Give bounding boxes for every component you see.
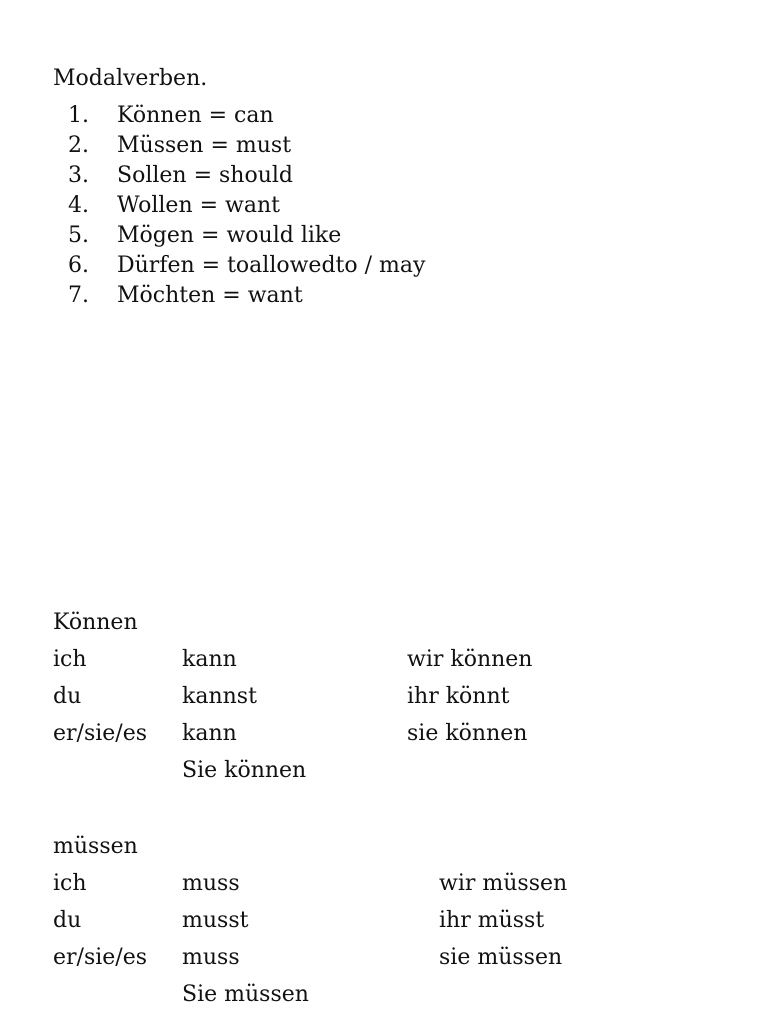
- conjugation-row: [53, 678, 693, 715]
- conjugation-row: [53, 715, 693, 752]
- list-number: 2.: [68, 133, 89, 158]
- document-title: Modalverben.: [53, 66, 208, 91]
- conjugation-row: [53, 976, 693, 1013]
- singular-form: muss: [182, 945, 240, 970]
- conjugation-row: [53, 902, 693, 939]
- conjugation-row: [53, 752, 693, 789]
- singular-form: muss: [182, 871, 240, 896]
- conjugation-heading: Können: [53, 610, 138, 635]
- conjugation-row: [53, 939, 693, 976]
- list-text: Mögen = would like: [117, 223, 342, 248]
- conjugation-table-koennen: [53, 604, 693, 789]
- plural-form: sie müssen: [439, 945, 563, 970]
- pronoun: ich: [53, 647, 87, 672]
- conjugation-heading: müssen: [53, 834, 138, 859]
- list-number: 1.: [68, 103, 89, 128]
- list-text: Können = can: [117, 103, 274, 128]
- pronoun: du: [53, 684, 82, 709]
- singular-form: kannst: [182, 684, 257, 709]
- plural-form: ihr könnt: [407, 684, 510, 709]
- conjugation-row: [53, 641, 693, 678]
- list-text: Möchten = want: [117, 283, 303, 308]
- list-text: Wollen = want: [117, 193, 281, 218]
- list-text: Dürfen = toallowedto / may: [117, 253, 426, 278]
- pronoun: er/sie/es: [53, 721, 148, 746]
- list-number: 7.: [68, 283, 89, 308]
- formal-form: Sie müssen: [182, 982, 309, 1007]
- singular-form: kann: [182, 647, 237, 672]
- pronoun: du: [53, 908, 82, 933]
- singular-form: musst: [182, 908, 249, 933]
- plural-form: sie können: [407, 721, 528, 746]
- list-number: 5.: [68, 223, 89, 248]
- list-number: 3.: [68, 163, 89, 188]
- pronoun: ich: [53, 871, 87, 896]
- formal-form: Sie können: [182, 758, 307, 783]
- conjugation-row: [53, 865, 693, 902]
- singular-form: kann: [182, 721, 237, 746]
- conjugation-table-muessen: [53, 828, 693, 1013]
- list-number: 6.: [68, 253, 89, 278]
- list-text: Müssen = must: [117, 133, 292, 158]
- plural-form: ihr müsst: [439, 908, 545, 933]
- list-number: 4.: [68, 193, 89, 218]
- list-text: Sollen = should: [117, 163, 293, 188]
- plural-form: wir können: [407, 647, 533, 672]
- plural-form: wir müssen: [439, 871, 568, 896]
- pronoun: er/sie/es: [53, 945, 148, 970]
